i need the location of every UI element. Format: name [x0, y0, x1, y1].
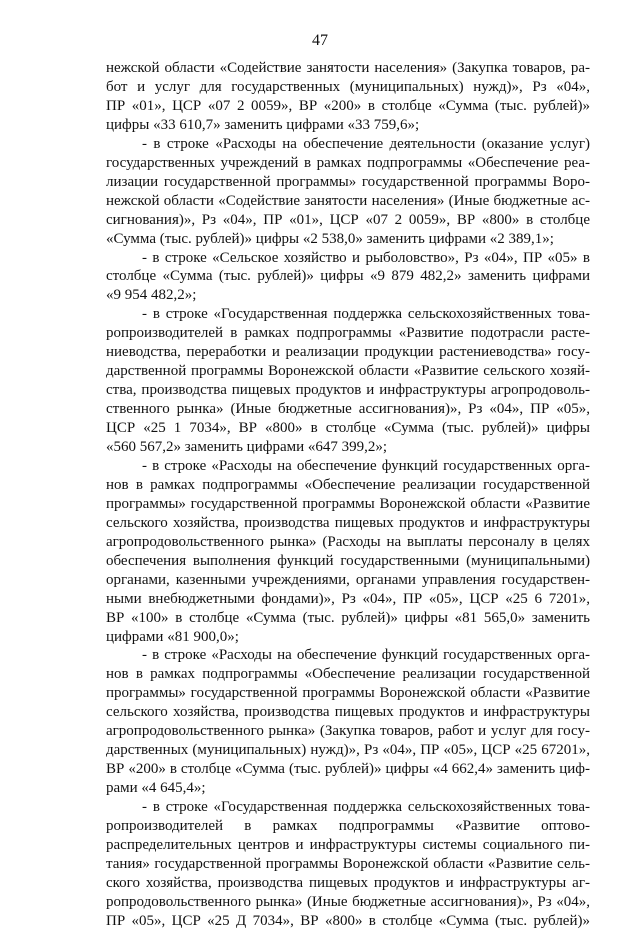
text-line: сельского хозяйства, производства пищевых продуктов и инфраструктуры — [106, 704, 590, 721]
text-line: агропродовольственного рынка» (Расходы на выплаты персоналу в целях — [106, 533, 590, 550]
text-line: агропродовольственного рынка» (Закупка товаров, работ и услуг для госу- — [106, 723, 590, 740]
text-line: «9 954 482,2»; — [106, 287, 197, 304]
text-line: «Сумма (тыс. рублей)» цифры «2 538,0» заменить цифрами «2 389,1»; — [106, 230, 554, 247]
text-line: нов в рамках подпрограммы «Обеспечение реализации государственной — [106, 666, 590, 683]
text-line: ВР «200» в столбце «Сумма (тыс. рублей)» цифры «4 662,4» заменить циф- — [106, 761, 590, 778]
text-line: ства, производства пищевых продуктов и инфраструктуры агропродоволь- — [106, 382, 590, 399]
text-line: - в строке «Государственная поддержка сельскохозяйственных това- — [142, 799, 590, 816]
text-line: обеспечения выполнения функций государственными (муниципальными) — [106, 552, 590, 569]
text-line: ными внебюджетными фондами)», Рз «04», ПР «05», ЦСР «25 6 7201», — [106, 590, 590, 607]
text-line: ского хозяйства, производства пищевых продуктов и инфраструктуры аг- — [106, 874, 590, 891]
text-line: распределительных центров и инфраструктуры системы социального пи- — [106, 836, 590, 853]
text-line: тания» государственной программы Воронежской области «Развитие сель- — [106, 855, 590, 872]
text-line: дарственных (муниципальных) нужд)», Рз «04», ПР «05», ЦСР «25 67201», — [106, 742, 590, 759]
text-line: рами «4 645,4»; — [106, 780, 206, 797]
text-line: «560 567,2» заменить цифрами «647 399,2»; — [106, 439, 388, 455]
text-line: ВР «100» в столбце «Сумма (тыс. рублей)» цифры «81 565,0» заменить — [106, 609, 590, 626]
text-line: - в строке «Сельское хозяйство и рыболовство», Рз «04», ПР «05» в — [142, 249, 590, 266]
text-line: программы» государственной программы Воронежской области «Развитие — [106, 685, 590, 702]
text-line: государственных учреждений в рамках подпрограммы «Обеспечение реа- — [106, 154, 590, 171]
text-line: - в строке «Расходы на обеспечение деятельности (оказание услуг) — [142, 135, 590, 152]
text-line: столбце «Сумма (тыс. рублей)» цифры «9 879 482,2» заменить цифрами — [106, 268, 590, 285]
text-line: ЦСР «25 1 7034», ВР «800» в столбце «Сумма (тыс. рублей)» цифры — [106, 420, 590, 437]
text-line: ПР «05», ЦСР «25 Д 7034», ВР «800» в столбце «Сумма (тыс. рублей)» — [106, 912, 590, 929]
text-line: ниеводства, переработки и реализации продукции растениеводства» госу- — [106, 344, 590, 361]
text-line: нежской области «Содействие занятости населения» (Закупка товаров, ра- — [106, 60, 590, 76]
text-line: - в строке «Государственная поддержка сельскохозяйственных това- — [142, 306, 590, 323]
text-line: цифры «33 610,7» заменить цифрами «33 759,6»; — [106, 116, 420, 133]
text-line: лизации государственной программы» государственной программы Воро- — [106, 173, 590, 190]
text-line: дарственной программы Воронежской области «Развитие сельского хозяй- — [106, 363, 590, 380]
text-line: программы» государственной программы Воронежской области «Развитие — [106, 495, 590, 512]
text-line: нов в рамках подпрограммы «Обеспечение реализации государственной — [106, 476, 590, 493]
text-line: ПР «01», ЦСР «07 2 0059», ВР «200» в столбце «Сумма (тыс. рублей)» — [106, 97, 590, 114]
text-line: ропроизводителей в рамках подпрограммы «Развитие оптово- — [106, 818, 590, 834]
text-line: нежской области «Содействие занятости населения» (Иные бюджетные ас- — [106, 192, 590, 209]
text-line: цифрами «81 900,0»; — [106, 628, 239, 645]
text-line: ропроизводителей в рамках подпрограммы «Развитие подотрасли расте- — [106, 325, 590, 342]
text-line: сельского хозяйства, производства пищевых продуктов и инфраструктуры — [106, 514, 590, 531]
text-line: - в строке «Расходы на обеспечение функций государственных орга- — [142, 647, 590, 664]
page-number: 47 — [312, 32, 328, 49]
text-line: бот и услуг для государственных (муниципальных) нужд)», Рз «04», — [106, 78, 590, 95]
text-line: ропродовольственного рынка» (Иные бюджетные ассигнования)», Рз «04», — [106, 893, 590, 910]
text-line: ственного рынка» (Иные бюджетные ассигнования)», Рз «04», ПР «05», — [106, 401, 590, 418]
text-line: сигнования)», Рз «04», ПР «01», ЦСР «07 2 0059», ВР «800» в столбце — [106, 211, 590, 228]
text-line: органами, казенными учреждениями, органами управления государствен- — [106, 571, 590, 588]
text-line: - в строке «Расходы на обеспечение функций государственных орга- — [142, 457, 590, 474]
